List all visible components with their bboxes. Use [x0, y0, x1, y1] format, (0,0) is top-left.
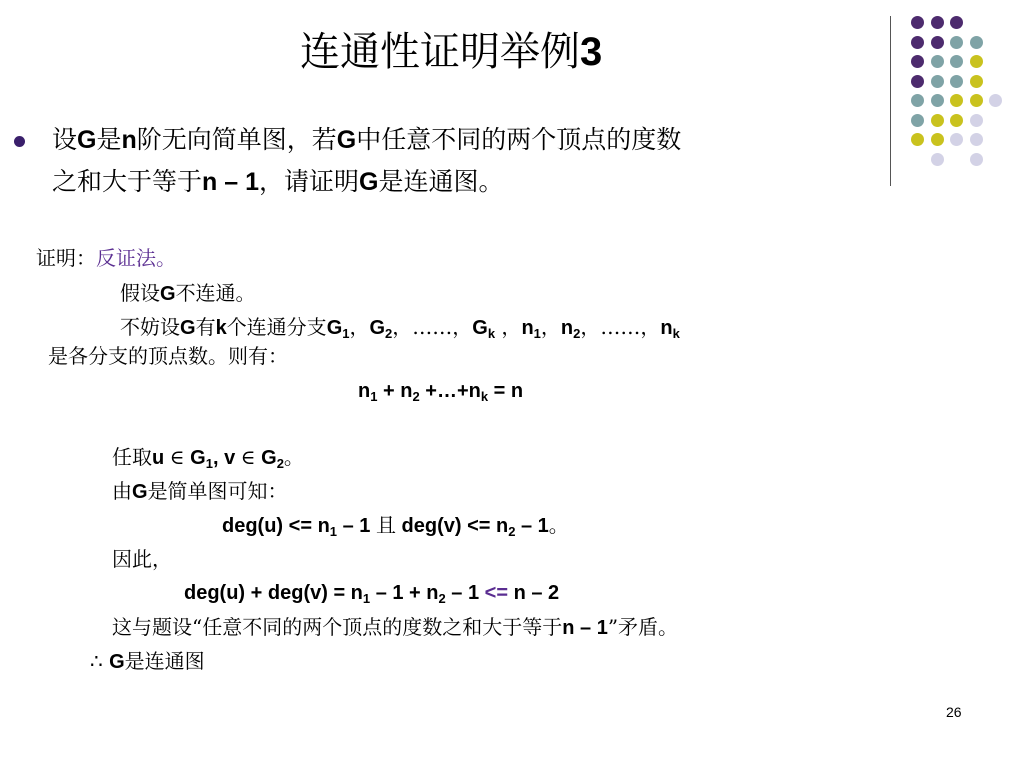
- text: u: [152, 447, 170, 469]
- text: deg(v) <= n: [395, 515, 509, 537]
- title-number: 3: [580, 30, 603, 74]
- text: G: [369, 317, 386, 339]
- problem-line-2: [52, 166, 503, 198]
- bullet-icon: [14, 136, 25, 147]
- proof-method: 反证法。: [96, 246, 176, 270]
- decor-dot: [970, 114, 983, 127]
- decor-dot: [970, 133, 983, 146]
- proof-components: [120, 314, 680, 341]
- decor-dot: [911, 16, 924, 29]
- text: 任取: [112, 445, 152, 469]
- text: n: [560, 317, 574, 339]
- decor-dot: [931, 75, 944, 88]
- text: 1: [370, 389, 378, 404]
- decor-divider: [890, 16, 891, 186]
- decor-dot: [911, 133, 924, 146]
- text: k: [480, 389, 489, 404]
- text: 是连通图: [124, 649, 205, 673]
- text: 2: [508, 524, 516, 539]
- proof-components-2: 是各分支的顶点数。则有：: [48, 344, 288, 368]
- text: k: [672, 326, 680, 341]
- decor-dot: [911, 55, 924, 68]
- text: 2: [276, 456, 284, 471]
- text: = n: [488, 380, 524, 402]
- text: n: [468, 380, 481, 402]
- text: deg(u) + deg(v) = n: [184, 582, 363, 604]
- text: 是连通图。: [378, 167, 504, 196]
- text: G: [180, 317, 196, 339]
- decor-dot: [911, 75, 924, 88]
- text: G: [132, 481, 148, 503]
- text: 有: [195, 315, 216, 339]
- text: ，: [540, 315, 561, 339]
- text: ∴: [90, 649, 110, 673]
- text: +…+: [419, 380, 469, 402]
- decor-dot: [950, 133, 963, 146]
- text: 不连通。: [175, 281, 256, 305]
- text: – 1: [445, 582, 485, 604]
- text: 2: [573, 326, 581, 341]
- decor-dot: [911, 94, 924, 107]
- decor-dot: [950, 55, 963, 68]
- decor-dot: [931, 94, 944, 107]
- text: n – 1: [202, 168, 259, 196]
- text: <=: [484, 582, 509, 604]
- page-number: 26: [946, 704, 962, 720]
- text: – 1 + n: [370, 582, 439, 604]
- text: n: [400, 380, 413, 402]
- decor-dot: [931, 133, 944, 146]
- text: deg(u) <= n: [222, 515, 330, 537]
- text: 1: [533, 326, 541, 341]
- proof-pick-vertices: [112, 444, 304, 471]
- text: k: [487, 326, 496, 341]
- text: G: [326, 317, 343, 339]
- title-text: 连通性证明举例: [300, 29, 580, 75]
- text: , v: [212, 447, 241, 469]
- slide-title: [300, 24, 602, 80]
- text: n – 1: [562, 617, 608, 639]
- decor-dot: [970, 75, 983, 88]
- proof-therefore: 因此，: [112, 547, 172, 571]
- decor-dot: [950, 36, 963, 49]
- text: k: [215, 317, 227, 339]
- text: ，……，: [580, 315, 661, 339]
- text: 不妨设: [120, 315, 180, 339]
- problem-line-1: [52, 124, 681, 156]
- degree-sum-formula: [184, 580, 559, 606]
- decor-dot: [931, 153, 944, 166]
- decor-dot: [950, 114, 963, 127]
- text: 。: [283, 445, 304, 469]
- text: G: [160, 283, 176, 305]
- text: 2: [412, 389, 420, 404]
- text: 假设: [120, 281, 160, 305]
- text: 1: [329, 524, 338, 539]
- degree-inequality-1: [222, 512, 569, 539]
- text: ，请证明: [259, 167, 360, 196]
- decor-dot: [931, 55, 944, 68]
- text: G: [336, 126, 357, 154]
- vertex-sum-formula: [358, 378, 523, 404]
- decor-dot: [970, 94, 983, 107]
- text: 之和大于等于: [52, 167, 203, 196]
- text: 阶无向简单图，若: [136, 125, 337, 154]
- decor-dot: [950, 75, 963, 88]
- text: G: [77, 126, 97, 154]
- text: n – 2: [508, 582, 560, 604]
- decor-dot: [989, 94, 1002, 107]
- decor-dot: [970, 153, 983, 166]
- text: ，: [495, 315, 522, 339]
- text: 1: [362, 591, 371, 606]
- text: G: [255, 447, 277, 469]
- text: 。: [548, 513, 569, 537]
- text: 是: [96, 125, 122, 154]
- text: 个连通分支: [226, 315, 327, 339]
- text: ∈: [240, 445, 256, 469]
- text: n: [358, 380, 371, 402]
- text: 1: [205, 456, 213, 471]
- text: ，……，: [392, 315, 473, 339]
- text: ，: [349, 315, 370, 339]
- decor-dot: [950, 94, 963, 107]
- decor-dot: [931, 114, 944, 127]
- text: G: [109, 651, 125, 673]
- text: 中任意不同的两个顶点的度数: [356, 125, 682, 154]
- text: 设: [52, 125, 78, 154]
- text: 2: [438, 591, 446, 606]
- text: – 1: [515, 515, 549, 537]
- text: 2: [385, 326, 393, 341]
- text: 这与题设“任意不同的两个顶点的度数之和大于等于: [112, 615, 563, 639]
- text: 由: [112, 479, 132, 503]
- decor-dot: [970, 36, 983, 49]
- text: 1: [342, 326, 350, 341]
- proof-simple-graph: [112, 478, 288, 505]
- decor-dot: [970, 55, 983, 68]
- decor-dot: [911, 36, 924, 49]
- decor-dot: [931, 16, 944, 29]
- text: +: [377, 380, 401, 402]
- proof-label: 证明：: [36, 246, 96, 270]
- text: 是简单图可知：: [147, 479, 288, 503]
- text: ”矛盾。: [607, 615, 679, 639]
- text: 且: [375, 513, 396, 537]
- proof-assume: [120, 280, 256, 307]
- decor-dot: [931, 36, 944, 49]
- decor-dot: [950, 16, 963, 29]
- text: G: [184, 447, 206, 469]
- text: n: [660, 317, 673, 339]
- decor-dot: [911, 114, 924, 127]
- proof-contradiction: [112, 614, 678, 641]
- text: n: [521, 317, 534, 339]
- text: G: [472, 317, 488, 339]
- text: – 1: [337, 515, 376, 537]
- text: n: [121, 126, 137, 154]
- proof-label-line: [36, 245, 176, 271]
- text: ∈: [169, 445, 185, 469]
- proof-conclusion: [90, 648, 205, 675]
- text: G: [359, 168, 379, 196]
